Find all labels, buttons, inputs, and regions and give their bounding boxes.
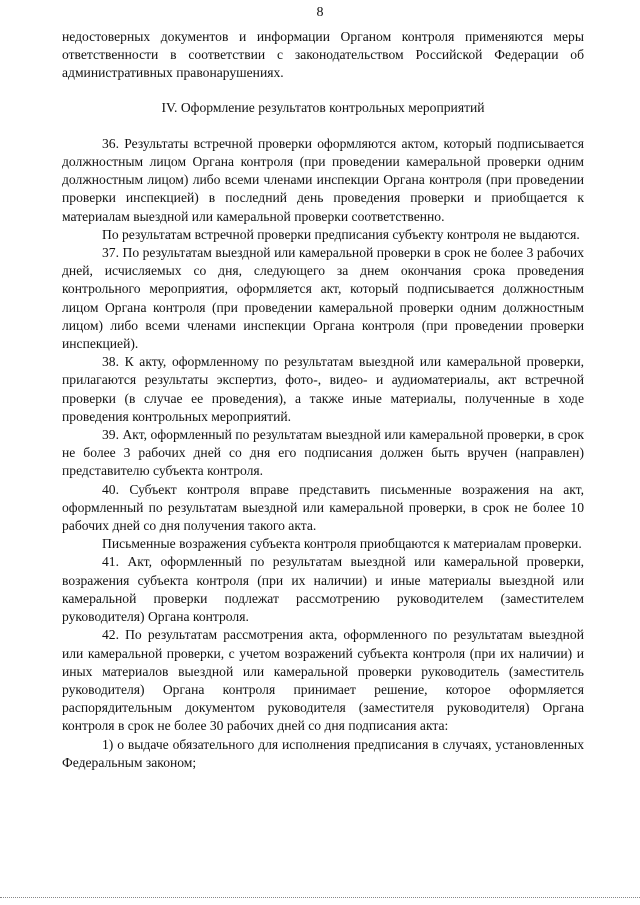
paragraph-40-note: Письменные возражения субъекта контроля приобщаются к материалам проверки.: [102, 536, 582, 552]
paragraph-41: 41. Акт, оформленный по результатам выездной или камеральной проверки, возражения субъекта контроля (при их наличии) и иные материалы выездной или камеральной проверки подлежат рассмотрению руководителем (заместителем руководителя) Органа контроля.: [62, 554, 584, 625]
page-bottom-rule: [0, 897, 640, 899]
page-number: 8: [316, 5, 324, 20]
paragraph-42-item-1: 1) о выдаче обязательного для исполнения предписания в случаях, установленных Федеральным законом;: [62, 736, 584, 770]
paragraph-39: 39. Акт, оформленный по результатам выездной или камеральной проверки, в срок не более 3 рабочих дней со дня его подписания должен быть вручен (направлен) представителю субъекта контроля.: [62, 427, 584, 479]
paragraph-37: 37. По результатам выездной или камеральной проверки в срок не более 3 рабочих дней, исчисляемых со дня, следующего за днем окончания срока проведения контрольного мероприятия, оформляется акт, который подписывается должностным лицом Органа контроля (при проведении камеральной проверки одним должностным лицом) либо всеми членами инспекции Органа контроля (при проведении проверки инспекцией).: [62, 245, 584, 352]
continuation-paragraph: недостоверных документов и информации Органом контроля применяются меры ответственности в соответствии с законодательством Российской Федерации об административных правонарушениях.: [62, 29, 584, 81]
document-body: [62, 28, 584, 772]
paragraph-40: 40. Субъект контроля вправе представить письменные возражения на акт, оформленный по результатам выездной или камеральной проверки, в срок не более 10 рабочих дней со дня получения такого акта.: [62, 481, 584, 534]
paragraph-36-note: По результатам встречной проверки предписания субъекту контроля не выдаются.: [102, 226, 580, 242]
paragraph-36: 36. Результаты встречной проверки оформляются актом, который подписывается должностным лицом Органа контроля (при проведении камеральной проверки одним должностным лицом) либо всеми членами инспекции Органа контроля (при проведении проверки инспекцией) в последний день проведения проверки и приобщается к материалам выездной или камеральной проверки соответственно.: [62, 135, 584, 224]
paragraph-42: 42. По результатам рассмотрения акта, оформленного по результатам выездной или камеральной проверки, с учетом возражений субъекта контроля (при их наличии) и иных материалов выездной или камеральной проверки руководитель (заместитель руководителя) Органа контроля принимает решение, которое оформляется распорядительным документом руководителя (заместителя руководителя) Органа контроля в срок не более 30 рабочих дней со дня подписания акта:: [62, 627, 584, 734]
section-title: IV. Оформление результатов контрольных мероприятий: [161, 99, 485, 115]
paragraph-38: 38. К акту, оформленному по результатам выездной или камеральной проверки, прилагаются результаты экспертиз, фото-, видео- и аудиоматериалы, акт встречной проверки (в случае ее проведения), а также иные материалы, полученные в ходе проведения контрольных мероприятий.: [62, 354, 584, 424]
